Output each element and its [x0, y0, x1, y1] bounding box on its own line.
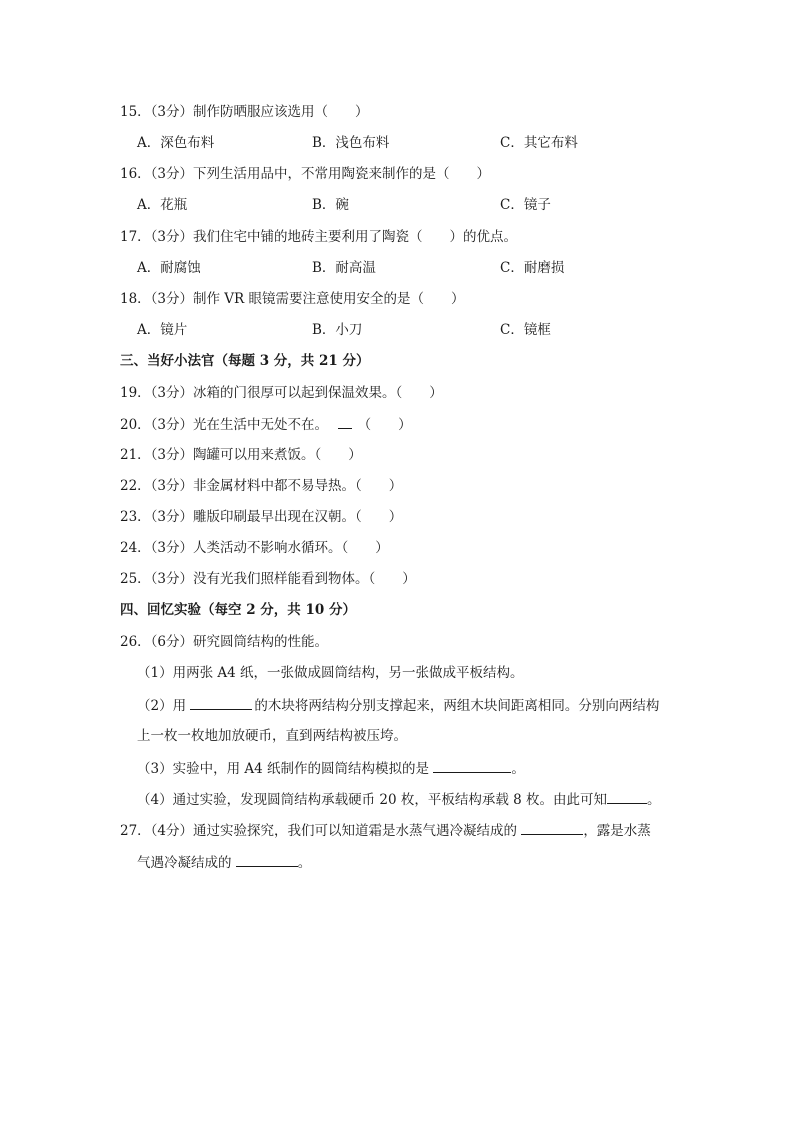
q18-option-a: A．镜片: [137, 322, 188, 338]
q26-step-4-start: （4）通过实验，发现圆筒结构承载硬币 20 枚，平板结构承载 8 枚。由此可知: [137, 792, 608, 808]
q27-start: 27．（4分）通过实验探究，我们可以知道霜是水蒸气遇冷凝结成的: [120, 823, 522, 839]
q15-option-c: C．其它布料: [500, 135, 578, 151]
question-22: 22．（3分）非金属材料中都不易导热。（ ）: [120, 478, 403, 494]
q26-step-4: [137, 789, 661, 810]
q27-blank-2[interactable]: [236, 852, 298, 867]
q17-option-b: B．耐高温: [312, 260, 376, 276]
q27-mid: ，露是水蒸: [583, 823, 651, 839]
q26-blank-3[interactable]: [607, 789, 647, 804]
q26-step-3: [137, 758, 525, 779]
q26-blank-1[interactable]: [190, 695, 252, 710]
question-17: 17．（3分）我们住宅中铺的地砖主要利用了陶瓷（ ）的优点。: [120, 229, 518, 245]
q16-option-b: B．碗: [312, 197, 349, 213]
q27-cont-start: 气遇冷凝结成的: [137, 855, 236, 871]
question-26: 26．（6分）研究圆筒结构的性能。: [120, 634, 329, 650]
question-24: 24．（3分）人类活动不影响水循环。（ ）: [120, 540, 389, 556]
q26-step-3-start: （3）实验中，用 A4 纸制作的圆筒结构模拟的是: [137, 761, 434, 777]
q26-step-2-start: （2）用: [137, 698, 191, 714]
section-heading-experiment: 四、回忆实验（每空 2 分，共 10 分）: [120, 602, 356, 618]
q26-step-2-cont: 上一枚一枚地加放硬币，直到两结构被压垮。: [137, 728, 407, 744]
question-27-cont: [137, 852, 311, 873]
question-21: 21．（3分）陶罐可以用来煮饭。（ ）: [120, 447, 362, 463]
q26-blank-2[interactable]: [433, 758, 511, 773]
question-18: 18．（3分）制作 VR 眼镜需要注意使用安全的是（ ）: [120, 291, 465, 307]
question-19: 19．（3分）冰箱的门很厚可以起到保温效果。（ ）: [120, 385, 443, 401]
q15-option-b: B．浅色布料: [312, 135, 390, 151]
q27-blank-1[interactable]: [521, 820, 583, 835]
q26-step-1: （1）用两张 A4 纸，一张做成圆筒结构，另一张做成平板结构。: [137, 665, 524, 681]
q18-option-b: B．小刀: [312, 322, 363, 338]
question-23: 23．（3分）雕版印刷最早出现在汉朝。（ ）: [120, 509, 403, 525]
question-25: 25．（3分）没有光我们照样能看到物体。（ ）: [120, 571, 416, 587]
question-20: [120, 414, 412, 435]
q26-step-4-end: 。: [647, 792, 661, 808]
q16-option-c: C．镜子: [500, 197, 551, 213]
q17-option-a: A．耐腐蚀: [137, 260, 201, 276]
question-20-paren: （ ）: [357, 417, 412, 433]
q26-step-3-end: 。: [511, 761, 525, 777]
question-20-text: 20．（3分）光在生活中无处不在。: [120, 417, 329, 433]
q16-option-a: A．花瓶: [137, 197, 188, 213]
q27-end: 。: [297, 855, 312, 871]
question-16: 16．（3分）下列生活用品中，不常用陶瓷来制作的是（ ）: [120, 166, 491, 182]
q20-blank[interactable]: [338, 414, 352, 429]
q17-option-c: C．耐磨损: [500, 260, 565, 276]
question-15: 15．（3分）制作防晒服应该选用（ ）: [120, 104, 369, 120]
q26-step-2: [137, 695, 659, 716]
section-heading-judge: 三、当好小法官（每题 3 分，共 21 分）: [120, 353, 370, 369]
q15-option-a: A．深色布料: [137, 135, 215, 151]
question-27: [120, 820, 651, 841]
q26-step-2-end: 的木块将两结构分别支撑起来，两组木块间距离相同。分别向两结构: [254, 698, 660, 714]
q18-option-c: C．镜框: [500, 322, 551, 338]
